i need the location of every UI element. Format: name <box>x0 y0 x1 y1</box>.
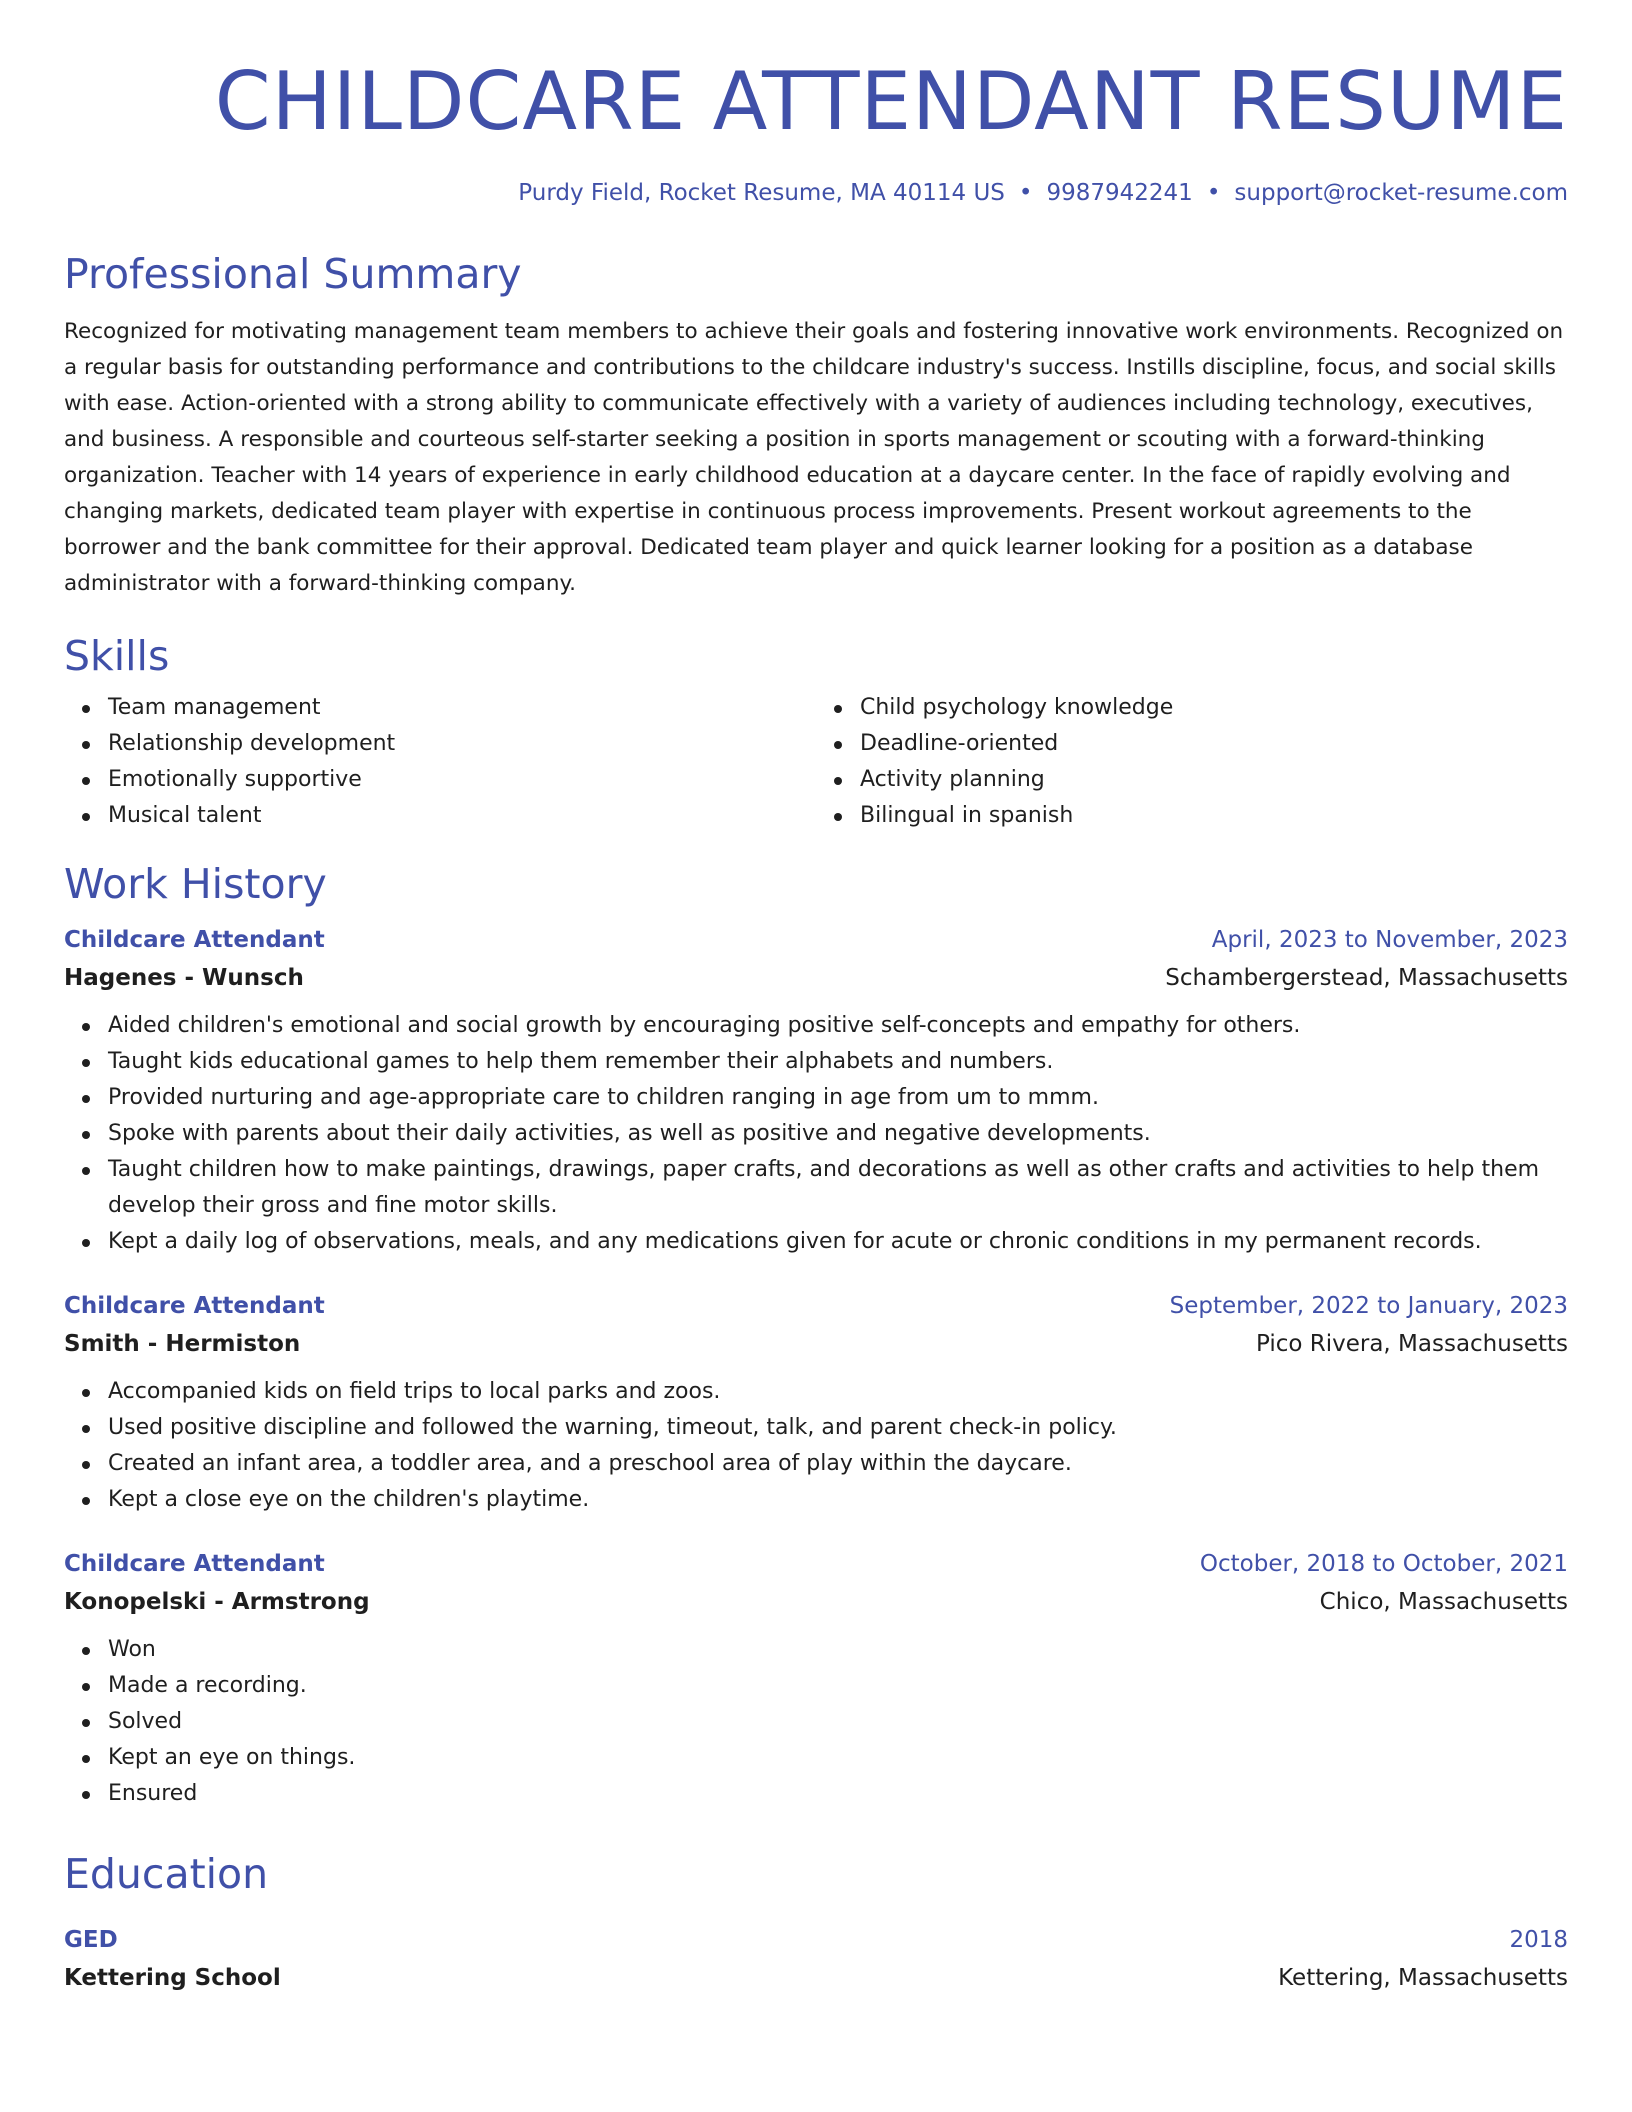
section-heading-education: Education <box>64 1850 269 1898</box>
contact-separator: • <box>1018 180 1033 206</box>
skill-item: Emotionally supportive <box>108 762 816 798</box>
job-dates: April, 2023 to November, 2023 <box>1211 927 1568 953</box>
skill-item: Child psychology knowledge <box>860 690 1568 726</box>
job-bullet: Taught kids educational games to help them remember their alphabets and numbers. <box>108 1044 1568 1080</box>
job-dates: September, 2022 to January, 2023 <box>1169 1293 1568 1319</box>
contact-separator: • <box>1206 180 1221 206</box>
skill-item: Musical talent <box>108 798 816 834</box>
skills-column-left <box>64 690 816 834</box>
job-bullet: Ensured <box>108 1776 1568 1812</box>
job-bullet: Used positive discipline and followed the warning, timeout, talk, and parent check-in policy. <box>108 1410 1568 1446</box>
skills-grid <box>64 690 1568 834</box>
contact-line <box>64 178 1568 208</box>
education-entry <box>64 1922 1568 1998</box>
job-company: Smith - Hermiston <box>64 1331 301 1357</box>
job-bullet: Aided children's emotional and social growth by encouraging positive self-concepts and empathy for others. <box>108 1008 1568 1044</box>
education-location: Kettering, Massachusetts <box>1278 1965 1568 1991</box>
job-location: Pico Rivera, Massachusetts <box>1255 1331 1568 1357</box>
job-dates: October, 2018 to October, 2021 <box>1199 1551 1568 1577</box>
job-bullet: Made a recording. <box>108 1668 1568 1704</box>
job-entry <box>64 922 1568 1260</box>
skill-item: Bilingual in spanish <box>860 798 1568 834</box>
job-company: Hagenes - Wunsch <box>64 965 304 991</box>
skills-section <box>64 630 1568 834</box>
job-bullet: Provided nurturing and age-appropriate care to children ranging in age from um to mmm. <box>108 1080 1568 1116</box>
job-title: Childcare Attendant <box>64 1293 325 1319</box>
job-company-row <box>64 958 1568 998</box>
section-heading-skills: Skills <box>64 632 170 680</box>
job-bullet: Kept an eye on things. <box>108 1740 1568 1776</box>
job-bullet: Created an infant area, a toddler area, and a preschool area of play within the daycare. <box>108 1446 1568 1482</box>
job-bullet: Accompanied kids on field trips to local parks and zoos. <box>108 1374 1568 1410</box>
education-school-row <box>64 1958 1568 1998</box>
contact-email: support@rocket-resume.com <box>1234 180 1568 206</box>
skill-item: Deadline-oriented <box>860 726 1568 762</box>
skills-column-right <box>816 690 1568 834</box>
skill-item: Relationship development <box>108 726 816 762</box>
job-location: Schambergerstead, Massachusetts <box>1165 965 1568 991</box>
section-heading-work: Work History <box>64 860 327 908</box>
job-bullet: Kept a daily log of observations, meals, and any medications given for acute or chronic conditions in my permanent records. <box>108 1224 1568 1260</box>
job-bullets <box>64 1008 1568 1260</box>
job-header-row <box>64 1288 1568 1324</box>
work-history-section <box>64 858 1568 1812</box>
job-header-row <box>64 922 1568 958</box>
summary-text: Recognized for motivating management team members to achieve their goals and fostering innovative work environments. Recognized on a regular basis for outstanding performance and contributions to the childcare industry's success. Instills discipline, focus, and social skills with ease. Action-oriented with a strong ability to communicate effectively with a variety of audiences including technology, executives, and business. A responsible and courteous self-starter seeking a position in sports management or scouting with a forward-thinking organization. Teacher with 14 years of experience in early childhood education at a daycare center. In the face of rapidly evolving and changing markets, dedicated team player with expertise in continuous process improvements. Present workout agreements to the borrower and the bank committee for their approval. Dedicated team player and quick learner looking for a position as a database administrator with a forward-thinking company. <box>64 319 1564 596</box>
education-school: Kettering School <box>64 1965 281 1991</box>
job-bullet: Taught children how to make paintings, drawings, paper crafts, and decorations as well as other crafts and activities to help them develop their gross and fine motor skills. <box>108 1152 1568 1224</box>
job-bullet: Solved <box>108 1704 1568 1740</box>
education-year: 2018 <box>1509 1927 1568 1953</box>
job-company-row <box>64 1324 1568 1364</box>
job-location: Chico, Massachusetts <box>1319 1589 1568 1615</box>
education-header-row <box>64 1922 1568 1958</box>
job-company: Konopelski - Armstrong <box>64 1589 370 1615</box>
job-entry <box>64 1546 1568 1812</box>
job-bullets <box>64 1374 1568 1518</box>
job-bullet: Spoke with parents about their daily activities, as well as positive and negative developments. <box>108 1116 1568 1152</box>
contact-phone: 9987942241 <box>1046 180 1193 206</box>
job-title: Childcare Attendant <box>64 927 325 953</box>
professional-summary-section <box>64 248 1568 602</box>
resume-title: CHILDCARE ATTENDANT RESUME <box>214 55 1568 148</box>
education-section <box>64 1848 1568 1998</box>
job-bullets <box>64 1632 1568 1812</box>
job-header-row <box>64 1546 1568 1582</box>
job-entry <box>64 1288 1568 1518</box>
job-company-row <box>64 1582 1568 1622</box>
contact-address: Purdy Field, Rocket Resume, MA 40114 US <box>518 180 1005 206</box>
skill-item: Activity planning <box>860 762 1568 798</box>
job-title: Childcare Attendant <box>64 1551 325 1577</box>
section-heading-summary: Professional Summary <box>64 250 522 298</box>
resume-header <box>64 52 1568 208</box>
skill-item: Team management <box>108 690 816 726</box>
education-degree: GED <box>64 1927 118 1953</box>
job-bullet: Won <box>108 1632 1568 1668</box>
job-bullet: Kept a close eye on the children's playtime. <box>108 1482 1568 1518</box>
